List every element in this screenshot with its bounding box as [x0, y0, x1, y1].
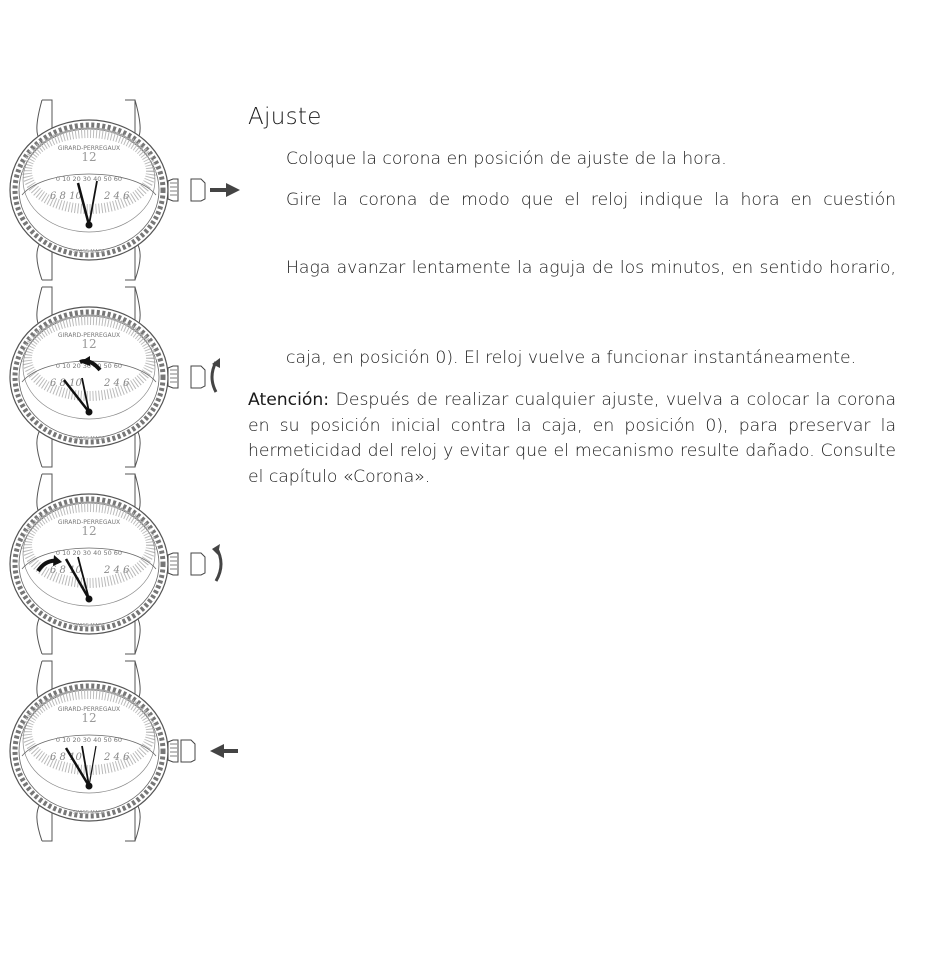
instruction-step: Coloque la corona en posición de ajuste de la hora.: [286, 149, 727, 169]
arrow-left-icon: [210, 744, 238, 758]
instruction-step: Gire la corona de modo que el reloj indique la hora en cuestión: [286, 190, 896, 210]
instruction-step: caja, en posición 0). El reloj vuelve a funcionar instantáneamente.: [286, 348, 857, 368]
section-title: Ajuste: [248, 104, 322, 130]
watch-illustration-pull-crown: [0, 95, 245, 285]
warning-label: Atención:: [248, 390, 330, 410]
arrow-right-icon: [210, 183, 240, 197]
warning-note: [248, 388, 896, 490]
rotate-arrow-icon: [212, 544, 221, 581]
watch-illustration-turn-crown-back: [0, 469, 245, 659]
instruction-step: Haga avanzar lentamente la aguja de los minutos, en sentido horario,: [286, 258, 896, 278]
rotate-arrow-icon: [212, 358, 220, 392]
watch-illustration-push-crown: [0, 656, 245, 846]
warning-text: Después de realizar cualquier ajuste, vuelva a colocar la corona en su posición inicial contra la caja, en posición 0), para preservar la hermeticidad del reloj y evitar que el mecanismo resulte dañado. Consulte el capítulo «Corona».: [248, 390, 896, 487]
watch-illustration-turn-crown-forward: [0, 282, 245, 472]
